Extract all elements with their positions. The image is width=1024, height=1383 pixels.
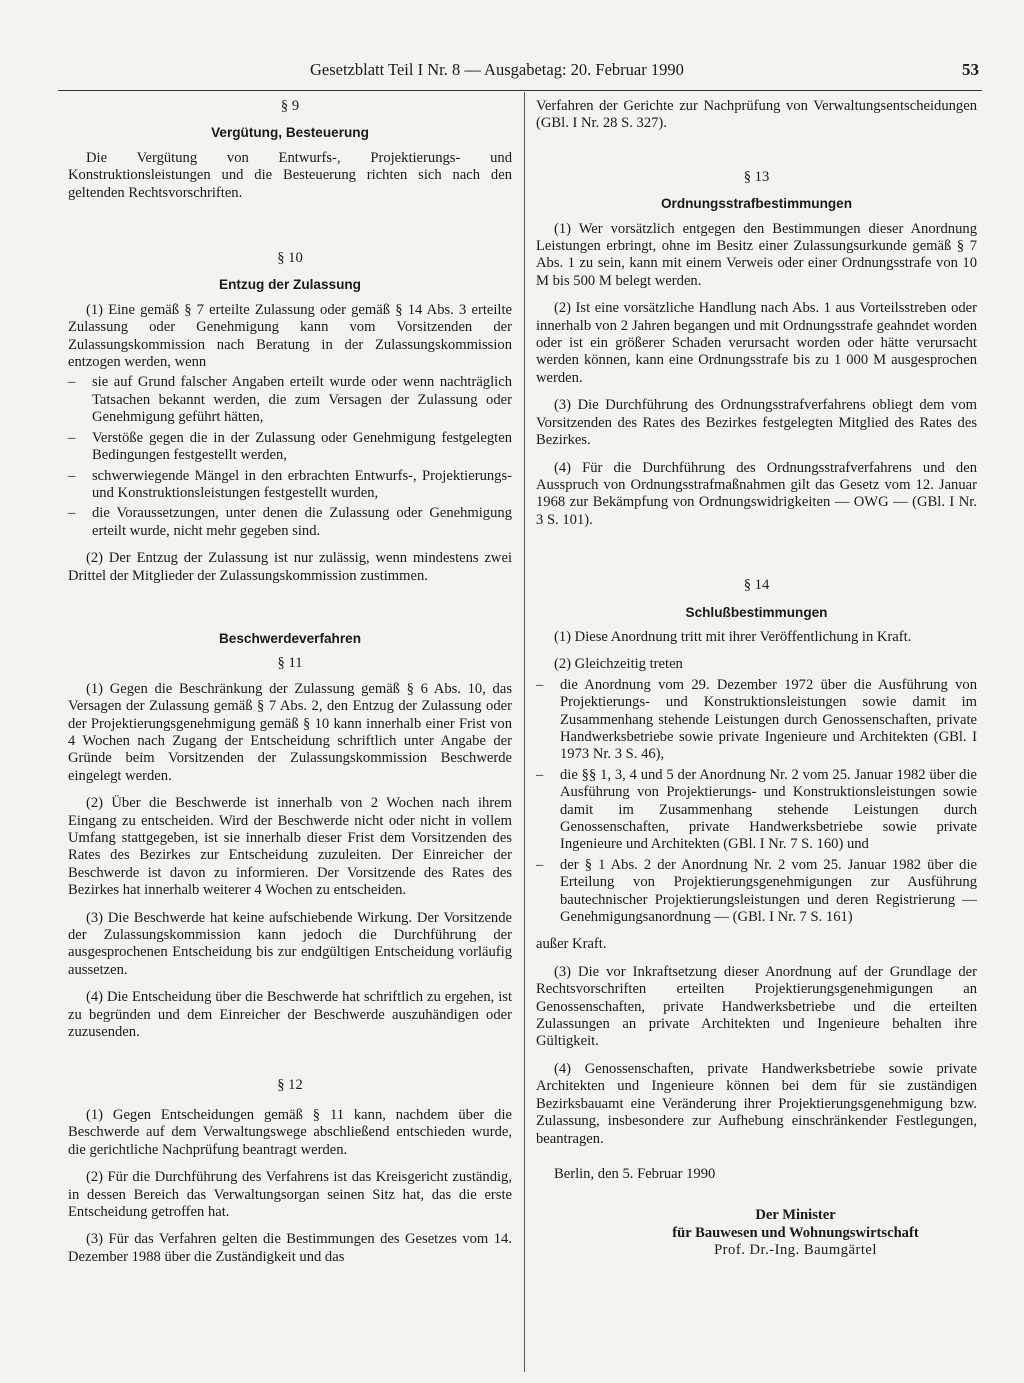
section-10-list <box>68 374 512 540</box>
section-14-title: Schlußbestimmungen <box>685 604 828 620</box>
section-10-number: § 10 <box>277 250 303 267</box>
section-13-title: Ordnungsstrafbestimmungen <box>660 196 853 212</box>
section-14-list <box>536 677 977 927</box>
section-11-paragraph-3: (3) Die Beschwerde hat keine aufschiebende Wirkung. Der Vorsitzende der Zulassungskommission kann jedoch die Durchführung der ausgesprochenen Entscheidung bis zur endgültigen Entscheidung vorläufig aussetzen. <box>68 909 512 978</box>
continued-paragraph: Verfahren der Gerichte zur Nachprüfung von Verwaltungsentscheidungen (GBl. I Nr. 28 S. 327). <box>536 98 977 132</box>
section-11-paragraph-1: (1) Gegen die Beschränkung der Zulassung gemäß § 6 Abs. 10, das Versagen der Zulassung gemäß § 7 Abs. 2, den Entzug der Zulassung oder der Projektierungsgenehmigung gemäß § 10 kann innerhalb einer Frist von 4 Wochen nach Zugang der Entscheidung schriftlich unter Angabe der Gründe beim Vorsitzenden der Zulassungskommission Beschwerde eingelegt werden. <box>68 680 512 784</box>
section-12-paragraph-2: (2) Für die Durchführung des Verfahrens ist das Kreisgericht zuständig, in dessen Bereich das Verwaltungsorgan seinen Sitz hat, das die erste Entscheidung getroffen hat. <box>68 1169 512 1220</box>
list-item: – Verstöße gegen die in der Zulassung oder Genehmigung festgelegten Bedingungen festgestellt werden, <box>68 430 512 465</box>
section-9-title: Vergütung, Besteuerung <box>211 125 369 141</box>
section-9-paragraph: Die Vergütung von Entwurfs-, Projektierungs- und Konstruktionsleistungen und die Besteuerung richten sich nach den geltenden Rechtsvorschriften. <box>68 149 512 201</box>
list-item: – die Anordnung vom 29. Dezember 1972 über die Ausführung von Projektierungs- und Konstruktionsleistungen sowie damit im Zusammenhang stehende Leistungen durch Genossenschaften, private Handwerksbetriebe sowie private Ingenieure und Architekten (GBl. I 1973 Nr. 3 S. 46), <box>536 677 977 764</box>
section-10-paragraph-2: (2) Der Entzug der Zulassung ist nur zulässig, wenn mindestens zwei Drittel der Mitglieder der Zulassungskommission zustimmen. <box>68 550 512 584</box>
page-number: 53 <box>962 60 979 79</box>
place-date: Berlin, den 5. Februar 1990 <box>554 1165 716 1182</box>
section-14-paragraph-1: (1) Diese Anordnung tritt mit ihrer Veröffentlichung in Kraft. <box>554 628 912 645</box>
list-item: – schwerwiegende Mängel in den erbrachten Entwurfs-, Projektierungs- und Konstruktionsleistungen festgestellt wurden, <box>68 468 512 503</box>
section-13-paragraph-3: (3) Die Durchführung des Ordnungsstrafverfahrens obliegt dem vom Vorsitzenden des Rates des Bezirkes festgelegten Mitglied des Rates des Bezirkes. <box>536 397 977 449</box>
section-13-paragraph-1: (1) Wer vorsätzlich entgegen den Bestimmungen dieser Anordnung Leistungen erbringt, ohne im Besitz einer Zulassungsurkunde gemäß § 7 Abs. 1 zu sein, kann mit einem Verweis oder einer Ordnungsstrafe von 10 M bis 500 M belegt werden. <box>536 220 977 289</box>
section-10-paragraph-1: (1) Eine gemäß § 7 erteilte Zulassung oder gemäß § 14 Abs. 3 erteilte Zulassung oder Genehmigung kann vom Vorsitzenden der Zulassungskommission nach Beratung in der Zulassungskommission entzogen werden, wenn <box>68 301 512 371</box>
list-item: – sie auf Grund falscher Angaben erteilt wurde oder wenn nachträglich Tatsachen bekannt werden, die zum Versagen der Zulassung oder Genehmigung geführt hätten, <box>68 374 512 426</box>
list-item: – die Voraussetzungen, unter denen die Zulassung oder Genehmigung erteilt wurde, nicht mehr gegeben sind. <box>68 505 512 540</box>
section-14-number: § 14 <box>743 577 770 594</box>
header-title: Gesetzblatt Teil I Nr. 8 — Ausgabetag: 20. Februar 1990 <box>310 60 684 79</box>
section-9-number: § 9 <box>280 98 300 114</box>
list-item: – der § 1 Abs. 2 der Anordnung Nr. 2 vom 25. Januar 1982 über die Erteilung von Projektierungsgenehmigungen zur Ausführung bautechnischer Projektierungsleistungen und deren Registrierung — Genehmigungsanordnung — (GBl. I Nr. 7 S. 161) <box>536 857 977 927</box>
section-10-title: Entzug der Zulassung <box>219 277 361 293</box>
section-13-paragraph-2: (2) Ist eine vorsätzliche Handlung nach Abs. 1 aus Vorteilsstreben oder innerhalb von 2 Jahren begangen und mit Ordnungsstrafe geahndet worden oder ist ein größerer Schaden verursacht worden oder hätte verursacht werden können, kann eine Ordnungsstrafe bis zu 1 000 M ausgesprochen werden. <box>536 300 977 386</box>
ministry-name: für Bauwesen und Wohnungswirtschaft <box>672 1224 919 1241</box>
section-14-paragraph-4: (4) Genossenschaften, private Handwerksbetriebe sowie private Architekten und Ingenieure können bei dem für sie zuständigen Bezirksbauamt eine Veränderung ihrer Projektierungsgenehmigung bzw. Zulassung, insbesondere zur Aufhebung einschränkender Festlegungen, beantragen. <box>536 1060 977 1147</box>
section-12-paragraph-3: (3) Für das Verfahren gelten die Bestimmungen des Gesetzes vom 14. Dezember 1988 über die Zuständigkeit und das <box>68 1231 512 1265</box>
header-rule <box>58 90 982 91</box>
section-11-paragraph-2: (2) Über die Beschwerde ist innerhalb von 2 Wochen nach ihrem Eingang zu entscheiden. Wird der Beschwerde nicht oder nicht in vollem Umfang stattgegeben, ist sie innerhalb dieser Frist dem Vorsitzenden des Rates des Bezirkes zur Entscheidung zuzuleiten. Der Einreicher der Beschwerde ist davon zu informieren. Der Vorsitzende des Rates des Bezirkes hat innerhalb weiterer 4 Wochen zu entscheiden. <box>68 795 512 899</box>
section-13-paragraph-4: (4) Für die Durchführung des Ordnungsstrafverfahrens und den Ausspruch von Ordnungsstrafmaßnahmen gilt das Gesetz vom 12. Januar 1968 zur Bekämpfung von Ordnungswidrigkeiten — OWG — (GBl. I Nr. 3 S. 101). <box>536 459 977 528</box>
section-14-after-list: außer Kraft. <box>536 936 607 953</box>
section-13-number: § 13 <box>743 168 770 185</box>
section-11-paragraph-4: (4) Die Entscheidung über die Beschwerde hat schriftlich zu ergehen, ist zu begründen und dem Einreicher der Beschwerde auszuhändigen oder zuzusenden. <box>68 989 512 1041</box>
right-column <box>536 98 977 1260</box>
column-divider <box>524 92 525 1372</box>
section-14-paragraph-2: (2) Gleichzeitig treten <box>554 656 683 673</box>
page-header <box>0 60 1024 86</box>
section-11-number: § 11 <box>277 655 303 672</box>
minister-title: Der Minister <box>755 1207 836 1224</box>
section-14-paragraph-3: (3) Die vor Inkraftsetzung dieser Anordnung auf der Grundlage der Rechtsvorschriften erteilten Projektierungsgenehmigungen an Genossenschaften, private Handwerksbetriebe und die erteilten Zulassungen an private Architekten und Ingenieure behalten ihre Gültigkeit. <box>536 963 977 1050</box>
section-12-paragraph-1: (1) Gegen Entscheidungen gemäß § 11 kann, nachdem über die Beschwerde auf dem Verwaltungswege abschließend entschieden wurde, die gerichtliche Nachprüfung beantragt werden. <box>68 1106 512 1158</box>
beschwerde-heading: Beschwerdeverfahren <box>218 630 362 646</box>
left-column <box>68 98 512 1276</box>
list-item: – die §§ 1, 3, 4 und 5 der Anordnung Nr. 2 vom 25. Januar 1982 über die Ausführung von Projektierungs- und Konstruktionsleistungen sowie damit im Zusammenhang stehende Leistungen durch Genossenschaften, private Handwerksbetriebe sowie private Ingenieure und Architekten (GBl. I Nr. 7 S. 160) und <box>536 767 977 854</box>
section-12-number: § 12 <box>277 1077 303 1094</box>
minister-name: Prof. Dr.-Ing. Baumgärtel <box>714 1242 877 1259</box>
